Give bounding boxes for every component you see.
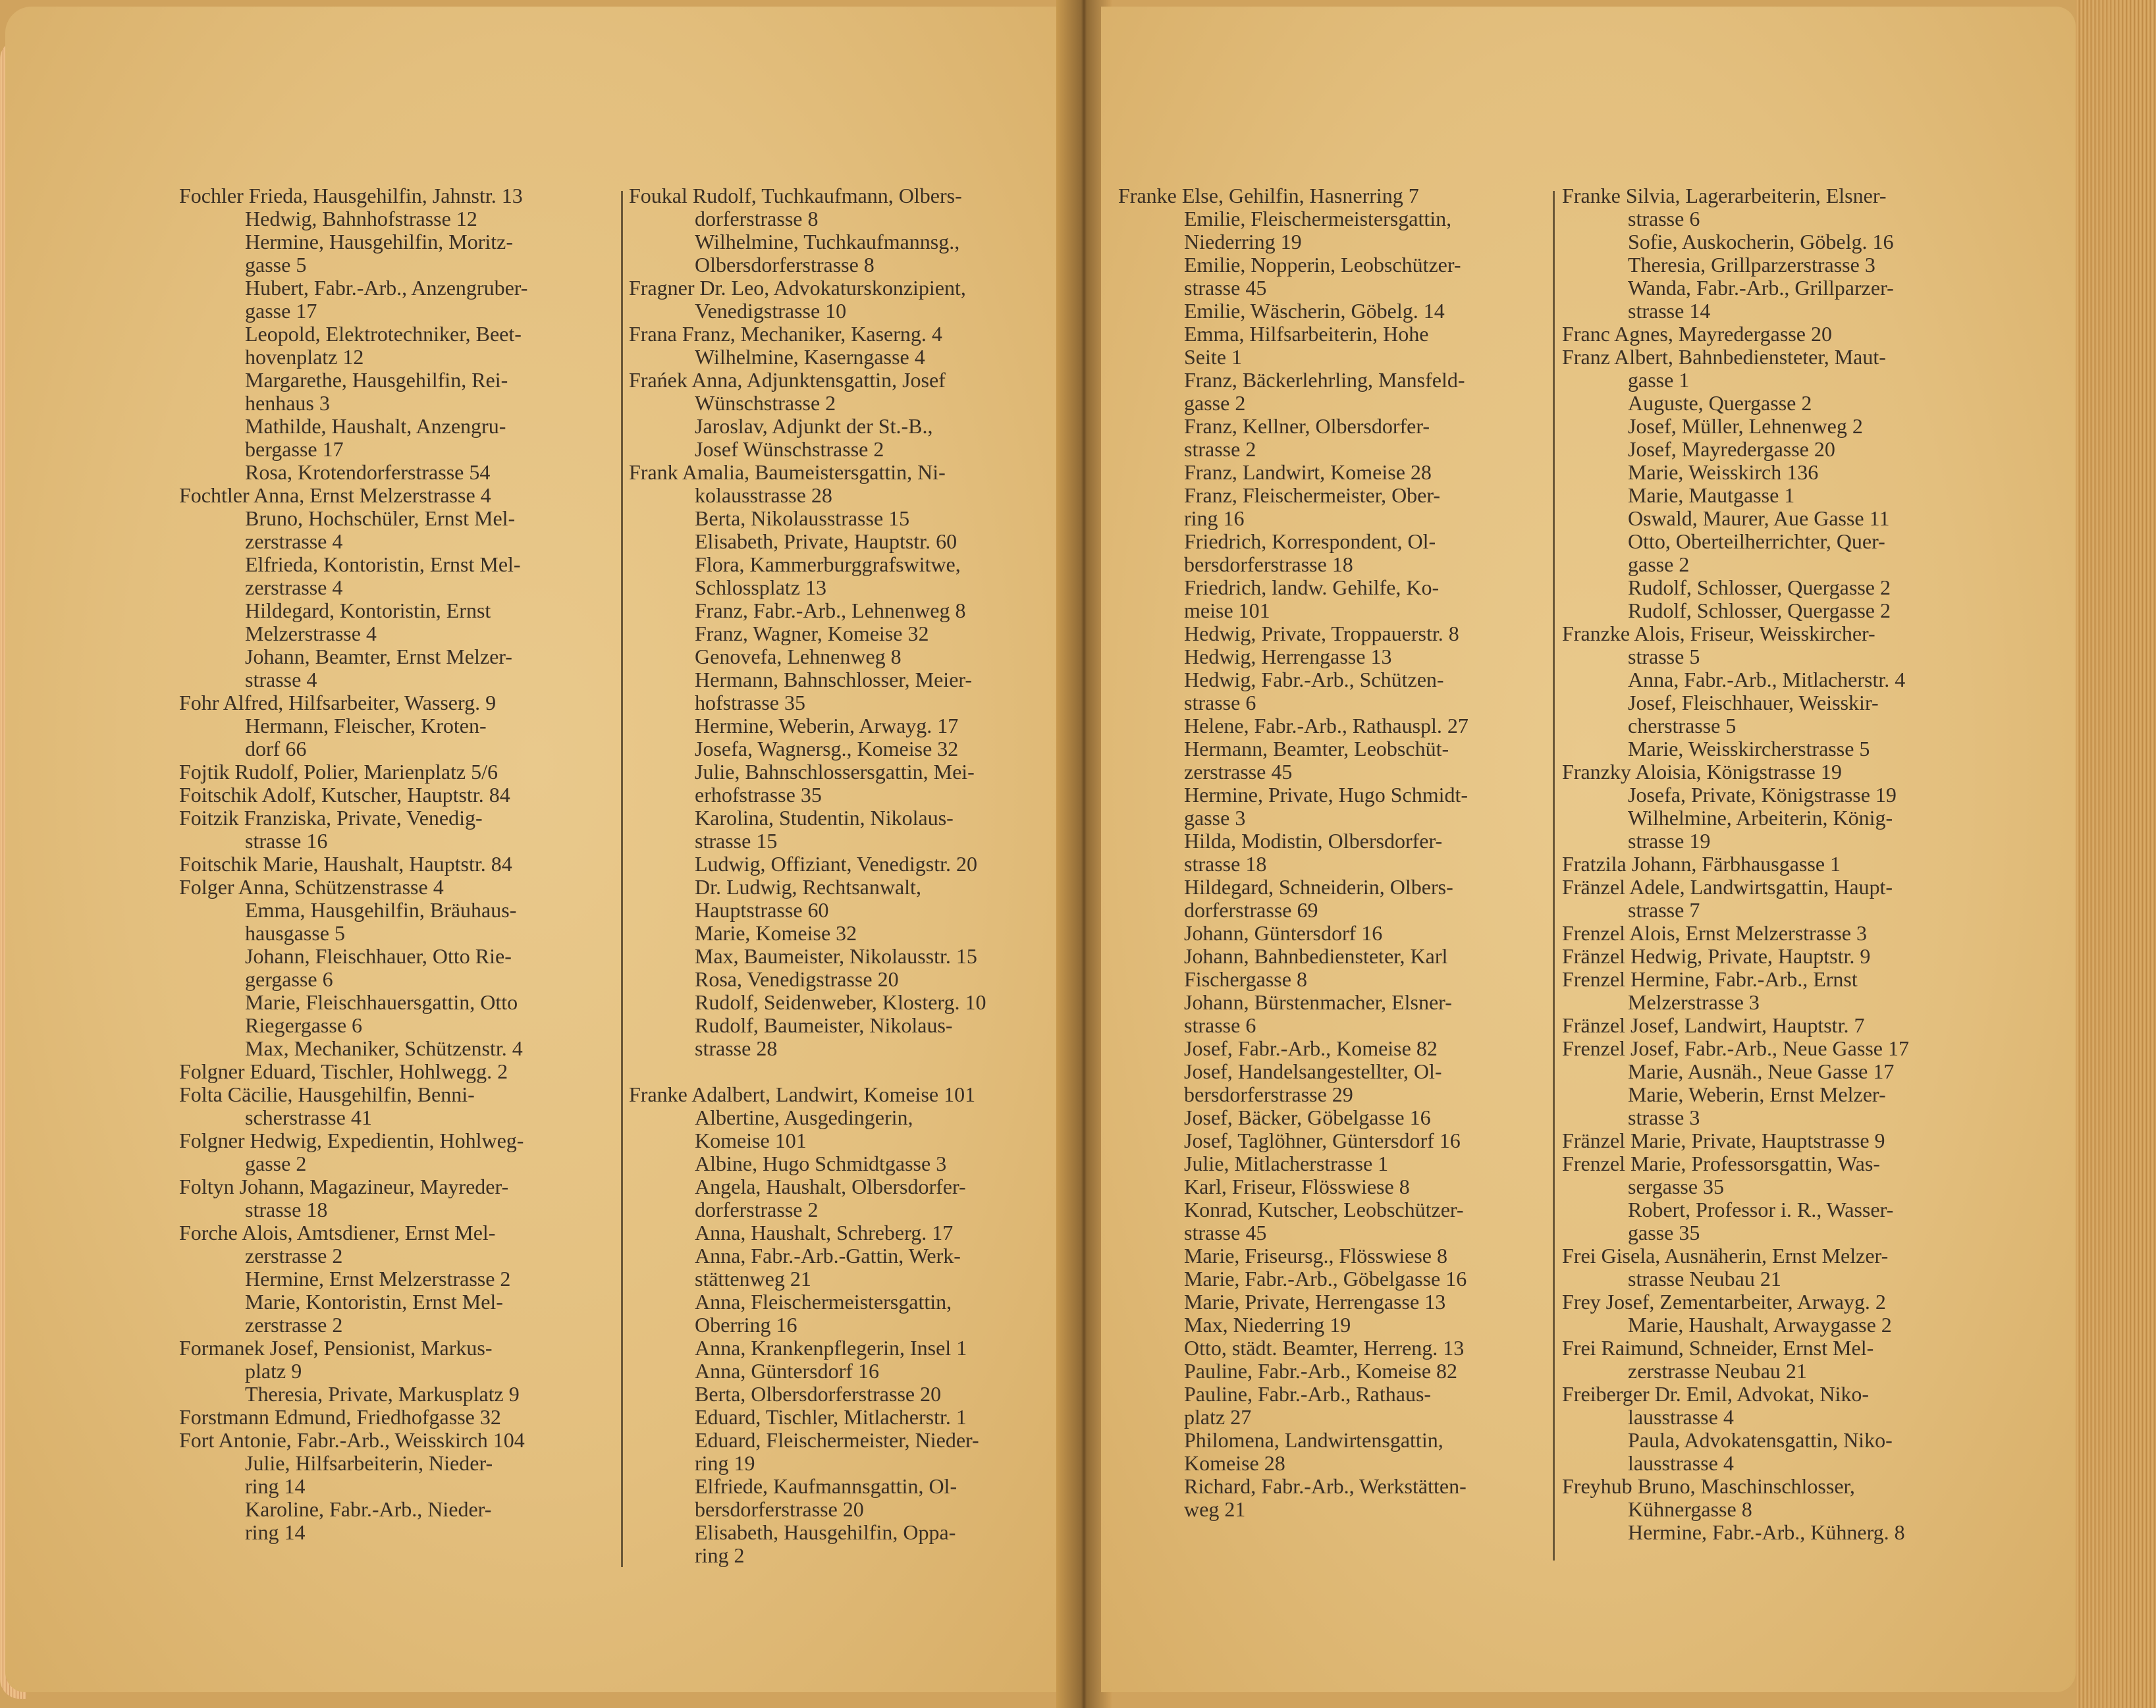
directory-entry-line: Hermann, Bahnschlosser, Meier- <box>695 668 973 691</box>
directory-entry-line: strasse 6 <box>1628 207 1700 230</box>
directory-column-1 <box>179 184 614 1544</box>
directory-entry-line: Emma, Hausgehilfin, Bräuhaus- <box>245 898 517 922</box>
directory-entry-line: Paula, Advokatensgattin, Niko- <box>1628 1428 1893 1452</box>
directory-entry-line: strasse 4 <box>245 668 317 691</box>
directory-entry-line: ring 2 <box>695 1543 745 1567</box>
directory-entry-line: Frei Raimund, Schneider, Ernst Mel- <box>1562 1336 1874 1360</box>
directory-entry-line: Helene, Fabr.-Arb., Rathauspl. 27 <box>1184 714 1469 737</box>
directory-entry-line: Foltyn Johann, Magazineur, Mayreder- <box>179 1175 509 1198</box>
directory-column-3 <box>1118 184 1546 1521</box>
directory-entry-line: strasse 5 <box>1628 645 1700 668</box>
directory-entry-line: strasse 14 <box>1628 299 1711 323</box>
directory-entry-line: Folta Cäcilie, Hausgehilfin, Benni- <box>179 1082 475 1106</box>
directory-entry-line: Margarethe, Hausgehilfin, Rei- <box>245 368 508 392</box>
directory-entry-line: Elfriede, Kaufmannsgattin, Ol- <box>695 1474 957 1498</box>
directory-entry-line: zerstrasse 45 <box>1184 760 1293 784</box>
directory-entry-line: Josefa, Private, Königstrasse 19 <box>1628 783 1897 807</box>
directory-entry-line: bergasse 17 <box>245 437 344 461</box>
directory-entry-line: Fojtik Rudolf, Polier, Marienplatz 5/6 <box>179 760 498 784</box>
directory-entry-line: Hermann, Fleischer, Kroten- <box>245 714 487 737</box>
directory-entry-line: Max, Baumeister, Nikolausstr. 15 <box>695 944 977 968</box>
directory-entry-line: Friedrich, Korrespondent, Ol- <box>1184 529 1436 553</box>
directory-entry-line: Marie, Weberin, Ernst Melzer- <box>1628 1082 1886 1106</box>
directory-entry-line: Marie, Weisskircherstrasse 5 <box>1628 737 1870 761</box>
directory-entry-line: kolausstrasse 28 <box>695 483 832 507</box>
directory-entry-line: Flora, Kammerburggrafswitwe, <box>695 552 961 576</box>
directory-entry-line: Frank Amalia, Baumeistersgattin, Ni- <box>629 460 946 484</box>
directory-entry-line: dorf 66 <box>245 737 307 761</box>
directory-entry-line: strasse 18 <box>1184 852 1267 876</box>
directory-entry-line: Otto, städt. Beamter, Herreng. 13 <box>1184 1336 1465 1360</box>
directory-entry-line: ring 14 <box>245 1474 306 1498</box>
directory-entry-line: Forche Alois, Amtsdiener, Ernst Mel- <box>179 1221 496 1244</box>
directory-entry-line: Marie, Ausnäh., Neue Gasse 17 <box>1628 1059 1895 1083</box>
directory-entry-line: Josef, Mayredergasse 20 <box>1628 437 1835 461</box>
directory-entry-line: gasse 1 <box>1628 368 1690 392</box>
directory-entry-line: Wilhelmine, Arbeiterin, König- <box>1628 806 1893 830</box>
directory-entry-line: Johann, Beamter, Ernst Melzer- <box>245 645 512 668</box>
directory-entry-line: Frenzel Hermine, Fabr.-Arb., Ernst <box>1562 967 1858 991</box>
directory-entry-line: Josef, Handelsangestellter, Ol- <box>1184 1059 1442 1083</box>
directory-entry-line: Josef, Müller, Lehnenweg 2 <box>1628 414 1863 438</box>
directory-entry-line: bersdorferstrasse 29 <box>1184 1082 1353 1106</box>
directory-entry-line: Frana Franz, Mechaniker, Kaserng. 4 <box>629 322 942 346</box>
directory-entry-line: Franz, Bäckerlehrling, Mansfeld- <box>1184 368 1465 392</box>
directory-entry-line: Fort Antonie, Fabr.-Arb., Weisskirch 104 <box>179 1428 525 1452</box>
directory-entry-line: Foitschik Marie, Haushalt, Hauptstr. 84 <box>179 852 512 876</box>
directory-entry-line: Fränzel Hedwig, Private, Hauptstr. 9 <box>1562 944 1871 968</box>
directory-entry-line: Hilda, Modistin, Olbersdorfer- <box>1184 829 1443 853</box>
directory-entry-line: Marie, Private, Herrengasse 13 <box>1184 1290 1446 1314</box>
directory-entry-line: Riegergasse 6 <box>245 1013 363 1037</box>
directory-entry-line: Franke Else, Gehilfin, Hasnerring 7 <box>1118 184 1419 207</box>
directory-entry-line: Marie, Weisskirch 136 <box>1628 460 1819 484</box>
directory-entry-line: weg 21 <box>1184 1497 1246 1521</box>
directory-entry-line: Rudolf, Schlosser, Quergasse 2 <box>1628 575 1891 599</box>
directory-entry-line: Jaroslav, Adjunkt der St.-B., <box>695 414 933 438</box>
directory-entry-line: Anna, Haushalt, Schreberg. 17 <box>695 1221 954 1244</box>
directory-entry-line: Hermine, Weberin, Arwayg. 17 <box>695 714 959 737</box>
directory-entry-line: Formanek Josef, Pensionist, Markus- <box>179 1336 493 1360</box>
directory-entry-line: Max, Niederring 19 <box>1184 1313 1351 1337</box>
directory-entry-line: Hedwig, Herrengasse 13 <box>1184 645 1392 668</box>
directory-entry-line: Julie, Mitlacherstrasse 1 <box>1184 1152 1389 1175</box>
directory-entry-line: Rosa, Venedigstrasse 20 <box>695 967 899 991</box>
directory-column-4 <box>1562 184 1990 1544</box>
directory-entry-line: Oberring 16 <box>695 1313 797 1337</box>
directory-entry-line: Frańek Anna, Adjunktensgattin, Josef <box>629 368 946 392</box>
directory-entry-line: Bruno, Hochschüler, Ernst Mel- <box>245 506 516 530</box>
directory-entry-line: Fratzila Johann, Färbhausgasse 1 <box>1562 852 1841 876</box>
directory-entry-line: Emilie, Nopperin, Leobschützer- <box>1184 253 1461 277</box>
directory-entry-line: Josef Wünschstrasse 2 <box>695 437 884 461</box>
directory-entry-line: strasse Neubau 21 <box>1628 1267 1781 1291</box>
directory-entry-line: cherstrasse 5 <box>1628 714 1737 737</box>
directory-entry-line: Auguste, Quergasse 2 <box>1628 391 1812 415</box>
page-edges-right <box>2076 0 2156 1708</box>
directory-entry-line: Anna, Güntersdorf 16 <box>695 1359 879 1383</box>
directory-entry-line: Marie, Fleischhauersgattin, Otto <box>245 990 518 1014</box>
directory-entry-line: Rudolf, Schlosser, Quergasse 2 <box>1628 599 1891 622</box>
directory-entry-line: Foitzik Franziska, Private, Venedig- <box>179 806 483 830</box>
directory-entry-line: Freiberger Dr. Emil, Advokat, Niko- <box>1562 1382 1869 1406</box>
directory-entry-line: Anna, Fabr.-Arb.-Gattin, Werk- <box>695 1244 961 1268</box>
directory-entry-line: zerstrasse 2 <box>245 1313 343 1337</box>
directory-entry-line: strasse 6 <box>1184 691 1256 714</box>
directory-entry-line: platz 27 <box>1184 1405 1252 1429</box>
column-divider <box>621 191 623 1567</box>
directory-entry-line: Franz, Wagner, Komeise 32 <box>695 622 929 645</box>
directory-entry-line: erhofstrasse 35 <box>695 783 822 807</box>
directory-entry-line: Elfrieda, Kontoristin, Ernst Mel- <box>245 552 521 576</box>
directory-entry-line: Rosa, Krotendorferstrasse 54 <box>245 460 491 484</box>
directory-entry-line: Karl, Friseur, Flösswiese 8 <box>1184 1175 1410 1198</box>
directory-entry-line: Freyhub Bruno, Maschinschlosser, <box>1562 1474 1855 1498</box>
directory-entry-line: Franz, Fleischermeister, Ober- <box>1184 483 1441 507</box>
directory-entry-line: henhaus 3 <box>245 391 330 415</box>
directory-entry-line: Franz, Kellner, Olbersdorfer- <box>1184 414 1430 438</box>
directory-entry-line: Josefa, Wagnersg., Komeise 32 <box>695 737 959 761</box>
directory-entry-line: Julie, Bahnschlossersgattin, Mei- <box>695 760 975 784</box>
directory-entry-line: Hermine, Fabr.-Arb., Kühnerg. 8 <box>1628 1520 1905 1544</box>
directory-entry-line: Frey Josef, Zementarbeiter, Arwayg. 2 <box>1562 1290 1886 1314</box>
directory-entry-line: Marie, Komeise 32 <box>695 921 857 945</box>
directory-entry-line: Josef, Taglöhner, Güntersdorf 16 <box>1184 1129 1461 1152</box>
directory-entry-line: Elisabeth, Hausgehilfin, Oppa- <box>695 1520 956 1544</box>
directory-entry-line: Marie, Haushalt, Arwaygasse 2 <box>1628 1313 1892 1337</box>
directory-entry-line: Komeise 101 <box>695 1129 807 1152</box>
directory-entry-line: stättenweg 21 <box>695 1267 811 1291</box>
directory-entry-line: Josef, Fabr.-Arb., Komeise 82 <box>1184 1036 1438 1060</box>
directory-entry-line: Franz, Fabr.-Arb., Lehnenweg 8 <box>695 599 966 622</box>
directory-entry-line: gasse 2 <box>1184 391 1246 415</box>
directory-entry-line: Johann, Bahnbediensteter, Karl <box>1184 944 1448 968</box>
directory-entry-line: strasse 7 <box>1628 898 1700 922</box>
directory-entry-line: Franz Albert, Bahnbediensteter, Maut- <box>1562 345 1886 369</box>
directory-entry-line: Johann, Bürstenmacher, Elsner- <box>1184 990 1452 1014</box>
directory-entry-line: strasse 2 <box>1184 437 1256 461</box>
directory-entry-line: bersdorferstrasse 20 <box>695 1497 864 1521</box>
directory-entry-line: zerstrasse 4 <box>245 575 343 599</box>
directory-entry-line: Franzky Aloisia, Königstrasse 19 <box>1562 760 1842 784</box>
directory-entry-line: meise 101 <box>1184 599 1270 622</box>
directory-entry-line: Hubert, Fabr.-Arb., Anzengruber- <box>245 276 528 300</box>
directory-entry-line: Frenzel Alois, Ernst Melzerstrasse 3 <box>1562 921 1867 945</box>
directory-entry-line: Folger Anna, Schützenstrasse 4 <box>179 875 444 899</box>
directory-entry-line: Foukal Rudolf, Tuchkaufmann, Olbers- <box>629 184 962 207</box>
directory-entry-line: Anna, Fabr.-Arb., Mitlacherstr. 4 <box>1628 668 1906 691</box>
directory-entry-line: Rudolf, Seidenweber, Klosterg. 10 <box>695 990 986 1014</box>
directory-entry-line: strasse 18 <box>245 1198 328 1221</box>
directory-entry-line: Foitschik Adolf, Kutscher, Hauptstr. 84 <box>179 783 510 807</box>
directory-entry-line: Albine, Hugo Schmidtgasse 3 <box>695 1152 947 1175</box>
directory-entry-line: Elisabeth, Private, Hauptstr. 60 <box>695 529 957 553</box>
directory-entry-line: Konrad, Kutscher, Leobschützer- <box>1184 1198 1464 1221</box>
directory-entry-line: Franz, Landwirt, Komeise 28 <box>1184 460 1432 484</box>
directory-entry-line: zerstrasse Neubau 21 <box>1628 1359 1807 1383</box>
directory-entry-line: gasse 17 <box>245 299 317 323</box>
directory-entry-line: hofstrasse 35 <box>695 691 805 714</box>
directory-entry-line: Venedigstrasse 10 <box>695 299 847 323</box>
directory-entry-line: Folgner Hedwig, Expedientin, Hohlweg- <box>179 1129 524 1152</box>
directory-entry-line: sergasse 35 <box>1628 1175 1725 1198</box>
directory-entry-line: Hildegard, Schneiderin, Olbers- <box>1184 875 1453 899</box>
directory-entry-line: Fränzel Marie, Private, Hauptstrasse 9 <box>1562 1129 1885 1152</box>
directory-entry-line: ring 19 <box>695 1451 755 1475</box>
directory-entry-line: Hermann, Beamter, Leobschüt- <box>1184 737 1449 761</box>
directory-entry-line: Seite 1 <box>1184 345 1242 369</box>
directory-entry-line: dorferstrasse 2 <box>695 1198 819 1221</box>
directory-entry-line: Forstmann Edmund, Friedhofgasse 32 <box>179 1405 501 1429</box>
directory-entry-line: Wünschstrasse 2 <box>695 391 836 415</box>
directory-entry-line: Franc Agnes, Mayredergasse 20 <box>1562 322 1832 346</box>
directory-entry-line: platz 9 <box>245 1359 302 1383</box>
directory-entry-line: Hauptstrasse 60 <box>695 898 829 922</box>
directory-entry-line: Fochtler Anna, Ernst Melzerstrasse 4 <box>179 483 491 507</box>
directory-entry-line: Kühnergasse 8 <box>1628 1497 1752 1521</box>
directory-entry-line: Franzke Alois, Friseur, Weisskircher- <box>1562 622 1875 645</box>
directory-entry-line: gasse 5 <box>245 253 307 277</box>
directory-entry-line: Otto, Oberteilherrichter, Quer- <box>1628 529 1885 553</box>
directory-entry-line: Fränzel Josef, Landwirt, Hauptstr. 7 <box>1562 1013 1865 1037</box>
directory-entry-line: strasse 45 <box>1184 1221 1267 1244</box>
directory-entry-line: strasse 16 <box>245 829 328 853</box>
directory-entry-line: Fragner Dr. Leo, Advokaturskonzipient, <box>629 276 966 300</box>
directory-entry-line: Fohr Alfred, Hilfsarbeiter, Wasserg. 9 <box>179 691 497 714</box>
directory-entry-line: Frenzel Josef, Fabr.-Arb., Neue Gasse 17 <box>1562 1036 1909 1060</box>
directory-entry-line: Josef, Bäcker, Göbelgasse 16 <box>1184 1106 1431 1129</box>
directory-entry-line: Oswald, Maurer, Aue Gasse 11 <box>1628 506 1890 530</box>
directory-entry-line: Hermine, Hausgehilfin, Moritz- <box>245 230 513 254</box>
directory-entry-line <box>629 1060 1057 1083</box>
directory-entry-line: Julie, Hilfsarbeiterin, Nieder- <box>245 1451 493 1475</box>
directory-entry-line: Fochler Frieda, Hausgehilfin, Jahnstr. 13 <box>179 184 523 207</box>
directory-entry-line: hausgasse 5 <box>245 921 345 945</box>
directory-entry-line: Genovefa, Lehnenweg 8 <box>695 645 902 668</box>
directory-entry-line: Hermine, Private, Hugo Schmidt- <box>1184 783 1469 807</box>
directory-entry-line: Melzerstrasse 3 <box>1628 990 1760 1014</box>
directory-entry-line: Josef, Fleischhauer, Weisskir- <box>1628 691 1879 714</box>
directory-entry-line: scherstrasse 41 <box>245 1106 372 1129</box>
directory-entry-line: Hedwig, Fabr.-Arb., Schützen- <box>1184 668 1444 691</box>
directory-entry-line: zerstrasse 4 <box>245 529 343 553</box>
directory-entry-line: hovenplatz 12 <box>245 345 364 369</box>
directory-column-2 <box>629 184 1057 1567</box>
directory-entry-line: Ludwig, Offiziant, Venedigstr. 20 <box>695 852 977 876</box>
directory-entry-line: Niederring 19 <box>1184 230 1302 254</box>
directory-entry-line: Hedwig, Bahnhofstrasse 12 <box>245 207 477 230</box>
directory-entry-line: Friedrich, landw. Gehilfe, Ko- <box>1184 575 1440 599</box>
directory-entry-line: Emilie, Fleischermeistersgattin, <box>1184 207 1452 230</box>
directory-entry-line: Dr. Ludwig, Rechtsanwalt, <box>695 875 921 899</box>
directory-entry-line: Marie, Fabr.-Arb., Göbelgasse 16 <box>1184 1267 1467 1291</box>
directory-entry-line: Rudolf, Baumeister, Nikolaus- <box>695 1013 953 1037</box>
directory-entry-line: Hermine, Ernst Melzerstrasse 2 <box>245 1267 511 1291</box>
directory-entry-line: Pauline, Fabr.-Arb., Rathaus- <box>1184 1382 1432 1406</box>
directory-entry-line: strasse 28 <box>695 1036 778 1060</box>
directory-entry-line: Angela, Haushalt, Olbersdorfer- <box>695 1175 966 1198</box>
directory-entry-line: Marie, Mautgasse 1 <box>1628 483 1795 507</box>
directory-entry-line: Philomena, Landwirtensgattin, <box>1184 1428 1443 1452</box>
directory-entry-line: Berta, Olbersdorferstrasse 20 <box>695 1382 942 1406</box>
directory-entry-line: Franke Adalbert, Landwirt, Komeise 101 <box>629 1082 976 1106</box>
directory-entry-line: gasse 2 <box>245 1152 307 1175</box>
directory-entry-line: Max, Mechaniker, Schützenstr. 4 <box>245 1036 523 1060</box>
directory-entry-line: Marie, Kontoristin, Ernst Mel- <box>245 1290 503 1314</box>
directory-entry-line: Eduard, Fleischermeister, Nieder- <box>695 1428 979 1452</box>
directory-entry-line: Frei Gisela, Ausnäherin, Ernst Melzer- <box>1562 1244 1889 1268</box>
directory-entry-line: zerstrasse 2 <box>245 1244 343 1268</box>
directory-entry-line: Franke Silvia, Lagerarbeiterin, Elsner- <box>1562 184 1887 207</box>
directory-entry-line: gasse 35 <box>1628 1221 1700 1244</box>
directory-entry-line: dorferstrasse 8 <box>695 207 819 230</box>
directory-entry-line: strasse 45 <box>1184 276 1267 300</box>
directory-entry-line: Melzerstrasse 4 <box>245 622 377 645</box>
directory-entry-line: gergasse 6 <box>245 967 333 991</box>
directory-entry-line: Hildegard, Kontoristin, Ernst <box>245 599 491 622</box>
directory-entry-line: bersdorferstrasse 18 <box>1184 552 1353 576</box>
directory-entry-line: gasse 3 <box>1184 806 1246 830</box>
directory-entry-line: Theresia, Private, Markusplatz 9 <box>245 1382 520 1406</box>
column-divider <box>1553 191 1555 1561</box>
directory-entry-line: Robert, Professor i. R., Wasser- <box>1628 1198 1894 1221</box>
directory-entry-line: ring 14 <box>245 1520 306 1544</box>
directory-entry-line: Fischergasse 8 <box>1184 967 1307 991</box>
directory-entry-line: Emma, Hilfsarbeiterin, Hohe <box>1184 322 1429 346</box>
directory-entry-line: Theresia, Grillparzerstrasse 3 <box>1628 253 1875 277</box>
directory-entry-line: Eduard, Tischler, Mitlacherstr. 1 <box>695 1405 967 1429</box>
directory-entry-line: Wilhelmine, Tuchkaufmannsg., <box>695 230 960 254</box>
directory-entry-line: Anna, Fleischermeistersgattin, <box>695 1290 952 1314</box>
directory-entry-line: Karoline, Fabr.-Arb., Nieder- <box>245 1497 492 1521</box>
directory-entry-line: Leopold, Elektrotechniker, Beet- <box>245 322 522 346</box>
directory-entry-line: Wilhelmine, Kaserngasse 4 <box>695 345 925 369</box>
directory-entry-line: lausstrasse 4 <box>1628 1451 1734 1475</box>
directory-entry-line: Olbersdorferstrasse 8 <box>695 253 875 277</box>
directory-entry-line: Fränzel Adele, Landwirtsgattin, Haupt- <box>1562 875 1893 899</box>
directory-entry-line: Richard, Fabr.-Arb., Werkstätten- <box>1184 1474 1467 1498</box>
directory-entry-line: Johann, Güntersdorf 16 <box>1184 921 1383 945</box>
directory-entry-line: Komeise 28 <box>1184 1451 1285 1475</box>
directory-entry-line: ring 16 <box>1184 506 1245 530</box>
directory-entry-line: dorferstrasse 69 <box>1184 898 1318 922</box>
directory-entry-line: Pauline, Fabr.-Arb., Komeise 82 <box>1184 1359 1458 1383</box>
directory-entry-line: Berta, Nikolausstrasse 15 <box>695 506 910 530</box>
directory-entry-line: Schlossplatz 13 <box>695 575 826 599</box>
directory-entry-line: strasse 6 <box>1184 1013 1256 1037</box>
directory-entry-line: Wanda, Fabr.-Arb., Grillparzer- <box>1628 276 1894 300</box>
directory-entry-line: Mathilde, Haushalt, Anzengru- <box>245 414 506 438</box>
directory-entry-line: Sofie, Auskocherin, Göbelg. 16 <box>1628 230 1894 254</box>
directory-entry-line: Marie, Friseursg., Flösswiese 8 <box>1184 1244 1447 1268</box>
directory-entry-line: Karolina, Studentin, Nikolaus- <box>695 806 954 830</box>
directory-entry-line: gasse 2 <box>1628 552 1690 576</box>
directory-entry-line: lausstrasse 4 <box>1628 1405 1734 1429</box>
directory-entry-line: Anna, Krankenpflegerin, Insel 1 <box>695 1336 967 1360</box>
directory-entry-line: strasse 15 <box>695 829 778 853</box>
directory-entry-line: Albertine, Ausgedingerin, <box>695 1106 913 1129</box>
directory-entry-line: Frenzel Marie, Professorsgattin, Was- <box>1562 1152 1880 1175</box>
directory-entry-line: Folgner Eduard, Tischler, Hohlwegg. 2 <box>179 1059 508 1083</box>
directory-entry-line: Johann, Fleischhauer, Otto Rie- <box>245 944 512 968</box>
directory-entry-line: strasse 19 <box>1628 829 1711 853</box>
directory-entry-line: Hedwig, Private, Troppauerstr. 8 <box>1184 622 1459 645</box>
directory-entry-line: strasse 3 <box>1628 1106 1700 1129</box>
directory-entry-line: Emilie, Wäscherin, Göbelg. 14 <box>1184 299 1445 323</box>
